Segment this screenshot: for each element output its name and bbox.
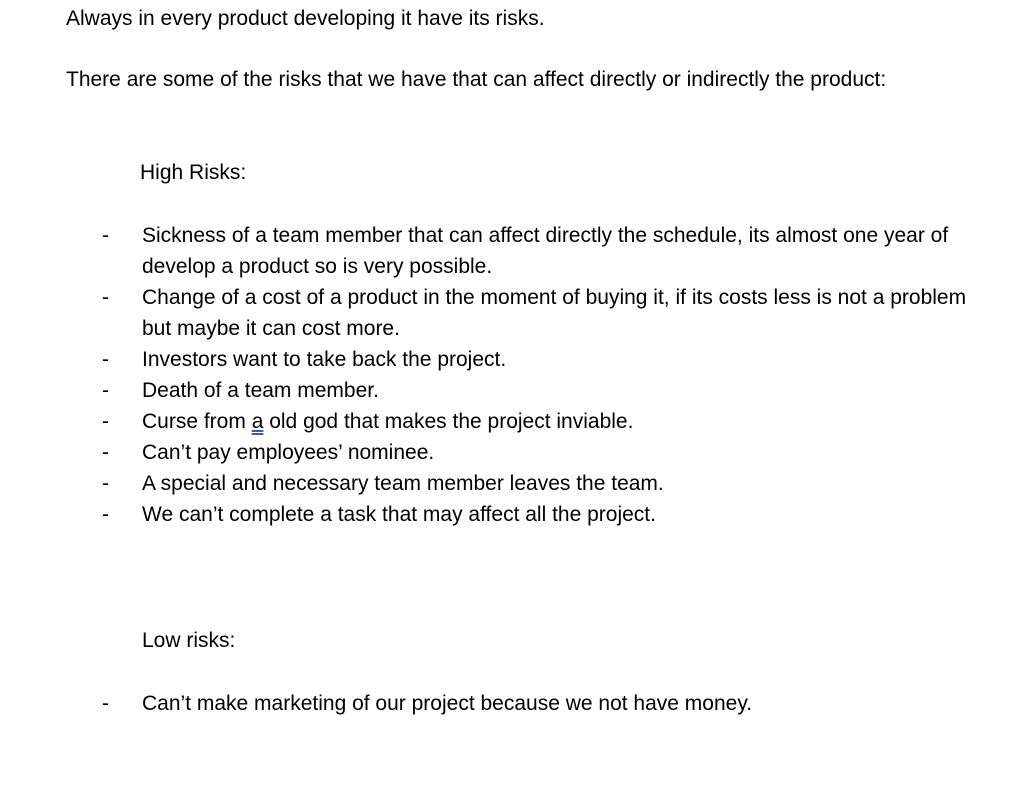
high-risks-heading: High Risks: — [140, 161, 247, 184]
risk-text-after: old god that makes the project inviable. — [263, 410, 634, 433]
bullet-dash: - — [102, 472, 109, 495]
risk-text: Investors want to take back the project. — [142, 348, 507, 371]
bullet-dash: - — [102, 379, 109, 402]
list-item — [0, 282, 1023, 344]
risk-text: Sickness of a team member that can affect directly the schedule, its almost one year of develop a product so is very possible. — [142, 224, 949, 278]
list-item — [0, 499, 1023, 530]
bullet-dash: - — [102, 692, 109, 715]
list-item — [0, 468, 1023, 499]
low-risks-heading: Low risks: — [142, 629, 236, 652]
list-item — [0, 406, 1023, 437]
risk-text: Can’t pay employees’ nominee. — [142, 441, 435, 464]
list-item — [0, 375, 1023, 406]
list-item — [0, 220, 1023, 282]
bullet-dash: - — [102, 286, 109, 309]
bullet-dash: - — [102, 410, 109, 433]
bullet-dash: - — [102, 224, 109, 247]
bullet-dash: - — [102, 441, 109, 464]
risk-text: Change of a cost of a product in the moment of buying it, if its costs less is not a problem but maybe it can cost more. — [142, 286, 967, 340]
lead-paragraph: There are some of the risks that we have that can affect directly or indirectly the product: — [66, 68, 887, 91]
high-risks-list — [0, 220, 1023, 530]
low-risks-list — [0, 688, 1023, 719]
risk-text: A special and necessary team member leaves the team. — [142, 472, 664, 495]
bullet-dash: - — [102, 503, 109, 526]
list-item — [0, 437, 1023, 468]
risk-text: Death of a team member. — [142, 379, 379, 402]
bullet-dash: - — [102, 348, 109, 371]
intro-paragraph: Always in every product developing it have its risks. — [66, 7, 545, 30]
risk-text-before: Curse from — [142, 410, 252, 433]
risk-text: We can’t complete a task that may affect all the project. — [142, 503, 656, 526]
list-item — [0, 344, 1023, 375]
risk-text: Can’t make marketing of our project because we not have money. — [142, 692, 753, 715]
grammar-marked-word[interactable]: a — [251, 410, 264, 433]
list-item — [0, 688, 1023, 719]
